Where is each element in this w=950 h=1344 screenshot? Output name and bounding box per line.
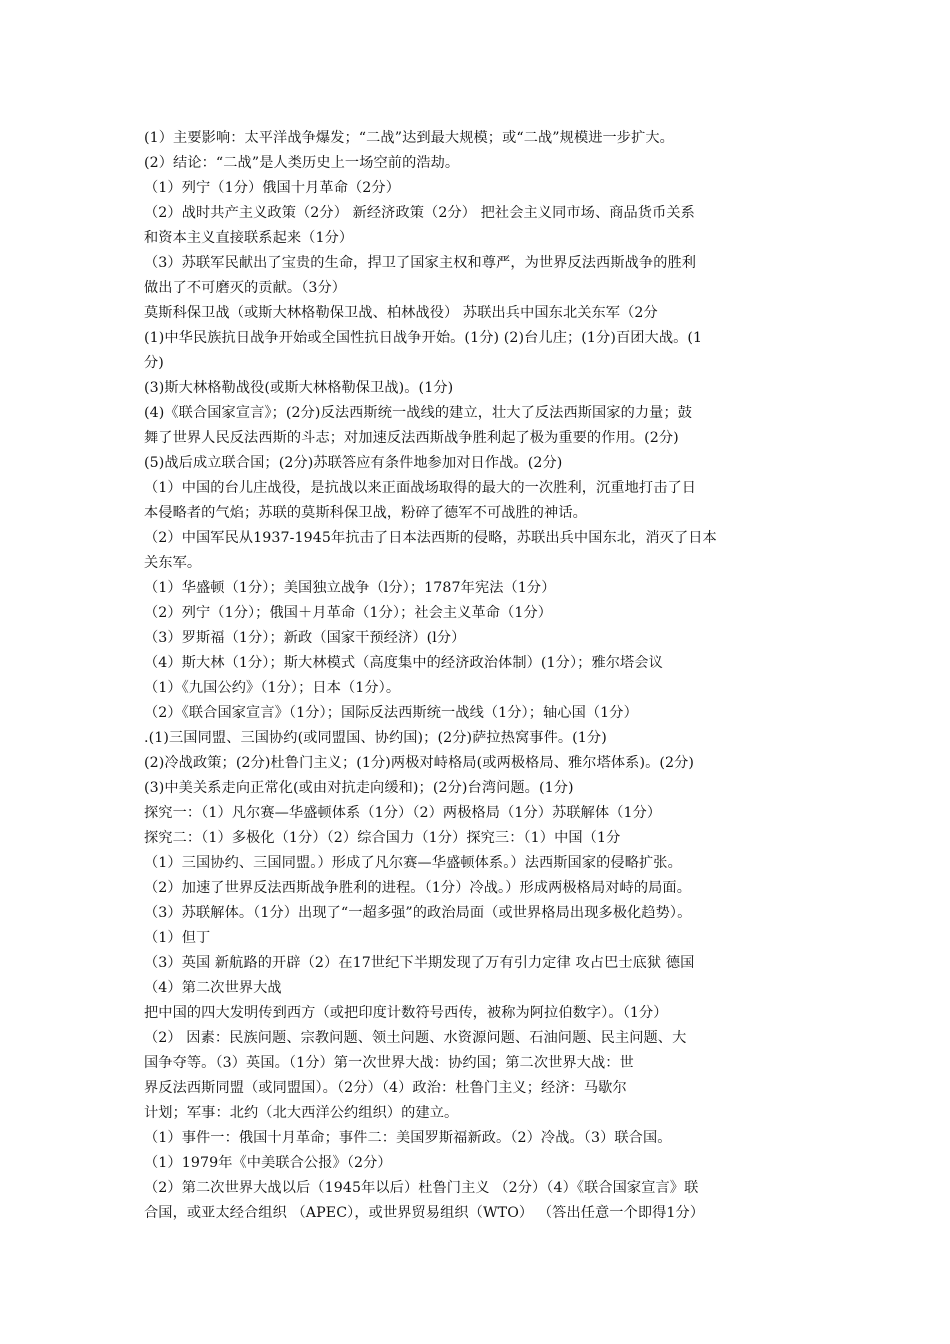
text-line: (2）结论：“二战”是人类历史上一场空前的浩劫。 (144, 155, 460, 171)
text-line: 分) (144, 355, 164, 371)
text-line: (5)战后成立联合国；(2分)苏联答应有条件地参加对日作战。(2分) (144, 455, 563, 471)
text-line: （2）中国军民从1937-1945年抗击了日本法西斯的侵略，苏联出兵中国东北，消灭了日本 (144, 530, 717, 546)
text-line: （3）英国 新航路的开辟（2）在17世纪下半期发现了万有引力定律 攻占巴士底狱 德国 (144, 955, 695, 971)
text-line: （4）第二次世界大战 (144, 980, 282, 996)
text-line: （3）苏联军民献出了宝贵的生命，捍卫了国家主权和尊严，为世界反法西斯战争的胜利 (144, 255, 697, 271)
text-line: 探究一：（1）凡尔赛—华盛顿体系（1分）（2）两极格局（1分）苏联解体（1分） (144, 805, 662, 821)
text-line: （3）苏联解体。（1分）出现了“一超多强”的政治局面（或世界格局出现多极化趋势）。 (144, 905, 692, 921)
text-line: 国争夺等。（3）英国。（1分）第一次世界大战：协约国；第二次世界大战：世 (144, 1055, 634, 1071)
text-line: （3）罗斯福（1分）；新政（国家干预经济）(l分） (144, 630, 466, 646)
text-line: （1）三国协约、三国同盟。）形成了凡尔赛—华盛顿体系。）法西斯国家的侵略扩张。 (144, 855, 682, 871)
text-line: 探究二：（1）多极化（1分）（2）综合国力（1分）探究三：（1）中国（1分 (144, 830, 621, 846)
text-line: （1）列宁（1分）俄国十月革命（2分） (144, 180, 400, 196)
text-line: （1）1979年《中美联合公报》（2分） (144, 1155, 392, 1171)
text-line: （1）华盛顿（1分）；美国独立战争（l分）；1787年宪法（1分） (144, 580, 556, 596)
text-line: (1)中华民族抗日战争开始或全国性抗日战争开始。(1分) (2)台儿庄；(1分)百团大战。(1 (144, 330, 703, 346)
text-line: (2)冷战政策；(2分)杜鲁门主义；(1分)两极对峙格局(或两极格局、雅尔塔体系)。(2分) (144, 755, 695, 771)
text-line: 和资本主义直接联系起来（1分） (144, 230, 354, 246)
text-line: （1）中国的台儿庄战役，是抗战以来正面战场取得的最大的一次胜利，沉重地打击了日 (144, 480, 697, 496)
answer-text-block (144, 126, 824, 1226)
text-line: （2）加速了世界反法西斯战争胜利的进程。（1分）冷战。）形成两极格局对峙的局面。 (144, 880, 691, 896)
text-line: (3)中美关系走向正常化(或由对抗走向缓和)；(2分)台湾问题。(1分) (144, 780, 574, 796)
text-line: （2）《联合国家宣言》（1分）；国际反法西斯统一战线（1分）；轴心国（1分） (144, 705, 638, 721)
text-line: (1）主要影响：太平洋战争爆发；“二战”达到最大规模；或“二战”规模进一步扩大。 (144, 130, 674, 146)
text-line: 把中国的四大发明传到西方（或把印度计数符号西传，被称为阿拉伯数字）。（1分） (144, 1005, 668, 1021)
text-line: .(1)三国同盟、三国协约(或同盟国、协约国)；(2分)萨拉热窝事件。(1分) (144, 730, 607, 746)
text-line: (3)斯大林格勒战役(或斯大林格勒保卫战)。(1分) (144, 380, 454, 396)
text-line: 莫斯科保卫战（或斯大林格勒保卫战、柏林战役） 苏联出兵中国东北关东军（2分 (144, 305, 658, 321)
text-line: (4)《联合国家宣言》；(2分)反法西斯统一战线的建立，壮大了反法西斯国家的力量；鼓 (144, 405, 693, 421)
text-line: 做出了不可磨灭的贡献。（3分） (144, 280, 347, 296)
text-line: （1）但丁 (144, 930, 211, 946)
text-line: （1）《九国公约》（1分）；日本（1分）。 (144, 680, 401, 696)
text-line: 合国，或亚太经合组织 （APEC），或世界贸易组织（WTO） （答出任意一个即得1分） (144, 1205, 705, 1221)
text-line: 界反法西斯同盟（或同盟国）。（2分）（4）政治：杜鲁门主义；经济：马歇尔 (144, 1080, 627, 1096)
text-line: （2）列宁（1分）；俄国＋月革命（1分）；社会主义革命（1分） (144, 605, 553, 621)
text-line: （2） 因素：民族问题、宗教问题、领土问题、水资源问题、石油问题、民主问题、大 (144, 1030, 687, 1046)
text-line: 舞了世界人民反法西斯的斗志；对加速反法西斯战争胜利起了极为重要的作用。(2分) (144, 430, 679, 446)
text-line: （2）战时共产主义政策（2分） 新经济政策（2分） 把社会主义同市场、商品货币关系 (144, 205, 695, 221)
text-line: 本侵略者的气焰；苏联的莫斯科保卫战，粉碎了德军不可战胜的神话。 (144, 505, 587, 521)
text-line: （1）事件一：俄国十月革命；事件二：美国罗斯福新政。（2）冷战。（3）联合国。 (144, 1130, 672, 1146)
text-line: 关东军。 (144, 555, 202, 571)
text-line: （2）第二次世界大战以后（1945年以后）杜鲁门主义 （2分）（4）《联合国家宣言》联 (144, 1180, 699, 1196)
text-line: 计划；军事：北约（北大西洋公约组织）的建立。 (144, 1105, 459, 1121)
text-line: （4）斯大林（1分）；斯大林模式（高度集中的经济政治体制）(1分）；雅尔塔会议 (144, 655, 663, 671)
